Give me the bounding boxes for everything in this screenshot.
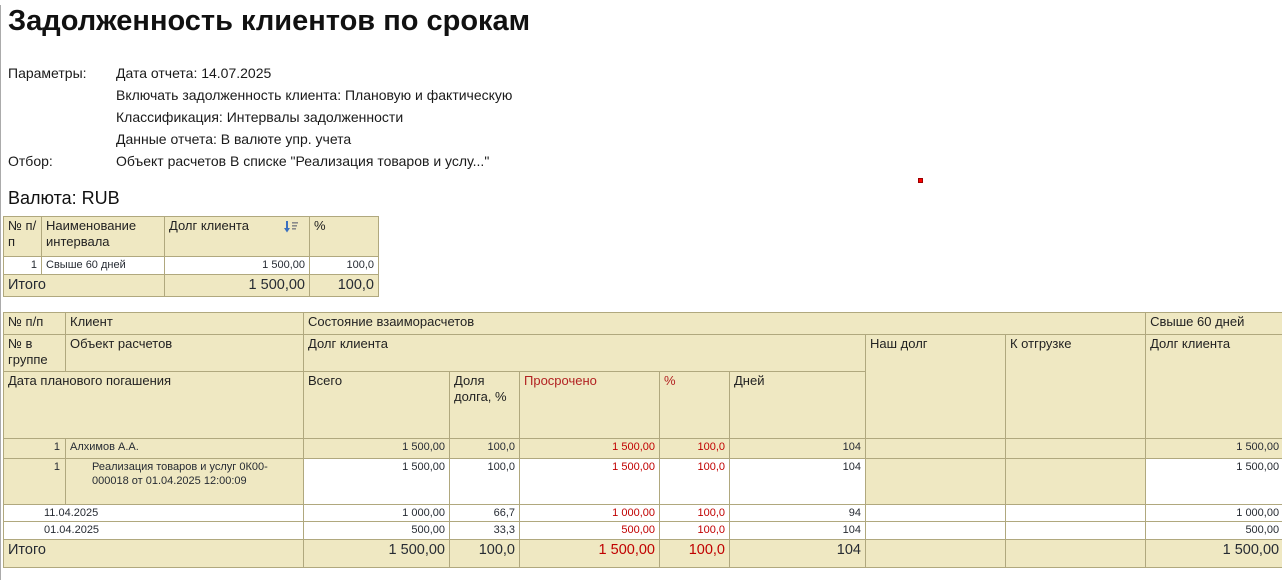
cell-to-ship[interactable] — [1006, 539, 1146, 567]
cell-due-date[interactable]: 11.04.2025 — [4, 505, 304, 522]
cell-share[interactable]: 100,0 — [450, 459, 520, 505]
summary-col-num: № п/п — [4, 217, 42, 257]
detail-col-over60: Свыше 60 дней — [1146, 313, 1282, 335]
detail-col-total: Всего — [304, 372, 450, 439]
cell-to-ship[interactable] — [1006, 522, 1146, 539]
cell-days[interactable]: 104 — [730, 522, 866, 539]
summary-total-percent[interactable]: 100,0 — [310, 275, 379, 297]
cell-over60[interactable]: 1 500,00 — [1146, 439, 1282, 459]
parameters-block — [8, 62, 1282, 172]
detail-col-to-ship: К отгрузке — [1006, 335, 1146, 439]
detail-col-overdue-pct: % — [660, 372, 730, 439]
cell-overdue-pct[interactable]: 100,0 — [660, 439, 730, 459]
cell-overdue[interactable]: 1 000,00 — [520, 505, 660, 522]
summary-col-debt — [165, 217, 310, 257]
cell-over60[interactable]: 1 000,00 — [1146, 505, 1282, 522]
cell-our-debt[interactable] — [866, 522, 1006, 539]
cell-days[interactable]: 94 — [730, 505, 866, 522]
summary-row-num[interactable]: 1 — [4, 257, 42, 275]
cell-total[interactable]: 1 500,00 — [304, 459, 450, 505]
detail-col-overdue: Просрочено — [520, 372, 660, 439]
summary-row-interval[interactable]: Свыше 60 дней — [42, 257, 165, 275]
filter-row — [8, 150, 1282, 172]
parameter-row — [8, 106, 1282, 128]
detail-col-client: Клиент — [66, 313, 304, 335]
table-row-date — [4, 522, 1282, 539]
sort-descending-icon[interactable] — [282, 220, 299, 233]
cell-days[interactable]: 104 — [730, 539, 866, 567]
summary-row-percent[interactable]: 100,0 — [310, 257, 379, 275]
detail-col-object: Объект расчетов — [66, 335, 304, 372]
report-page — [0, 5, 1282, 580]
cell-overdue-pct[interactable]: 100,0 — [660, 522, 730, 539]
detail-col-settlements: Состояние взаиморасчетов — [304, 313, 1146, 335]
summary-total-row — [4, 275, 379, 297]
cell-share[interactable]: 66,7 — [450, 505, 520, 522]
parameter-include-debt: Включать задолженность клиента: Плановую и фактическую — [116, 84, 1282, 106]
detail-header-row-2 — [4, 335, 1282, 372]
cell-days[interactable]: 104 — [730, 439, 866, 459]
cell-over60[interactable]: 1 500,00 — [1146, 459, 1282, 505]
cell-total[interactable]: 500,00 — [304, 522, 450, 539]
cell-overdue-pct[interactable]: 100,0 — [660, 505, 730, 522]
detail-col-our-debt: Наш долг — [866, 335, 1006, 439]
summary-total-label[interactable]: Итого — [4, 275, 165, 297]
detail-col-num: № п/п — [4, 313, 66, 335]
parameter-classification: Классификация: Интервалы задолженности — [116, 106, 1282, 128]
cell-our-debt[interactable] — [866, 539, 1006, 567]
cell-share[interactable]: 100,0 — [450, 539, 520, 567]
cell-due-date[interactable]: 01.04.2025 — [4, 522, 304, 539]
parameter-row — [8, 128, 1282, 150]
detail-col-num-in-group: № в группе — [4, 335, 66, 372]
parameter-report-date: Дата отчета: 14.07.2025 — [116, 62, 1282, 84]
summary-total-debt[interactable]: 1 500,00 — [165, 275, 310, 297]
detail-table — [3, 312, 1282, 568]
detail-col-due-date: Дата планового погашения — [4, 372, 304, 439]
cell-over60[interactable]: 500,00 — [1146, 522, 1282, 539]
cell-over60[interactable]: 1 500,00 — [1146, 539, 1282, 567]
summary-header-row — [4, 217, 379, 257]
cell-total[interactable]: 1 500,00 — [304, 439, 450, 459]
cell-num[interactable]: 1 — [4, 439, 66, 459]
cell-share[interactable]: 33,3 — [450, 522, 520, 539]
table-row-date — [4, 505, 1282, 522]
currency-title: Валюта: RUB — [8, 188, 1282, 209]
summary-table — [3, 216, 379, 297]
cell-our-debt[interactable] — [866, 459, 1006, 505]
detail-total-label[interactable]: Итого — [4, 539, 304, 567]
parameters-label: Параметры: — [8, 62, 116, 84]
cell-overdue-pct[interactable]: 100,0 — [660, 539, 730, 567]
table-row-client — [4, 439, 1282, 459]
table-row — [4, 257, 379, 275]
cell-num[interactable]: 1 — [4, 459, 66, 505]
cell-days[interactable]: 104 — [730, 459, 866, 505]
cell-to-ship[interactable] — [1006, 459, 1146, 505]
cell-our-debt[interactable] — [866, 439, 1006, 459]
detail-col-client-debt: Долг клиента — [304, 335, 866, 372]
cell-overdue[interactable]: 1 500,00 — [520, 539, 660, 567]
filter-value: Объект расчетов В списке "Реализация товаров и услу..." — [116, 150, 1282, 172]
cell-total[interactable]: 1 500,00 — [304, 539, 450, 567]
cell-overdue-pct[interactable]: 100,0 — [660, 459, 730, 505]
cell-overdue[interactable]: 500,00 — [520, 522, 660, 539]
summary-row-debt[interactable]: 1 500,00 — [165, 257, 310, 275]
detail-header-row-1 — [4, 313, 1282, 335]
cell-our-debt[interactable] — [866, 505, 1006, 522]
parameter-row — [8, 62, 1282, 84]
detail-total-row — [4, 539, 1282, 567]
page-title: Задолженность клиентов по срокам — [8, 5, 1282, 38]
cell-to-ship[interactable] — [1006, 439, 1146, 459]
cell-total[interactable]: 1 000,00 — [304, 505, 450, 522]
parameter-row — [8, 84, 1282, 106]
table-row-object — [4, 459, 1282, 505]
cell-client-name[interactable]: Алхимов А.А. — [66, 439, 304, 459]
detail-col-share: Доля долга, % — [450, 372, 520, 439]
summary-col-percent: % — [310, 217, 379, 257]
parameter-report-data: Данные отчета: В валюте упр. учета — [116, 128, 1282, 150]
detail-col-client-debt-over60: Долг клиента — [1146, 335, 1282, 439]
cell-overdue[interactable]: 1 500,00 — [520, 439, 660, 459]
red-marker-dot — [918, 178, 923, 183]
cell-overdue[interactable]: 1 500,00 — [520, 459, 660, 505]
detail-col-days: Дней — [730, 372, 866, 439]
cell-share[interactable]: 100,0 — [450, 439, 520, 459]
summary-col-interval: Наименование интервала — [42, 217, 165, 257]
cell-object-name[interactable]: Реализация товаров и услуг 0К00-000018 от 01.04.2025 12:00:09 — [66, 459, 304, 505]
filter-label: Отбор: — [8, 150, 116, 172]
cell-to-ship[interactable] — [1006, 505, 1146, 522]
summary-col-debt-label: Долг клиента — [169, 218, 249, 233]
